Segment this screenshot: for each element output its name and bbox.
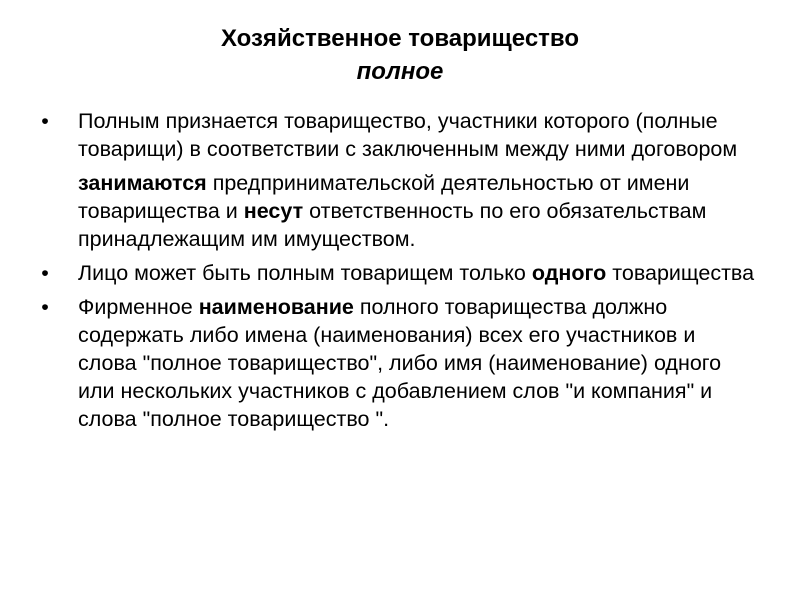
continuation-text-2: ответственность по его обязательствам принадлежащим им имуществом. <box>78 199 707 251</box>
bullet-marker: • <box>41 261 49 285</box>
bullet-2-text-b: товарищества <box>606 261 755 285</box>
bullet-item-1 <box>38 107 758 253</box>
bold-term-zanimayutsya: занимаются <box>78 171 207 195</box>
bold-term-naimenovanie: наименование <box>198 295 354 319</box>
bullet-1-continuation <box>78 169 758 253</box>
slide-title <box>0 22 800 88</box>
bullet-item-3 <box>38 293 758 433</box>
bold-term-odnogo: одного <box>531 261 607 285</box>
bold-term-nesut: несут <box>243 199 304 223</box>
title-line-1: Хозяйственное товарищество <box>220 25 580 52</box>
bullet-item-2 <box>38 259 758 287</box>
bullet-marker: • <box>41 109 49 133</box>
title-line-2: полное <box>356 58 444 85</box>
bullet-2-text-a: Лицо может быть полным товарищем только <box>78 261 532 285</box>
bullet-list <box>38 107 758 439</box>
continuation-text-1: предпринимательской деятельностью от имени товарищества и <box>78 171 690 223</box>
bullet-1-text: Полным признается товарищество, участники которого (полные товарищи) в соответствии с заключенным между ними договором <box>78 109 738 161</box>
bullet-3-text-a: Фирменное <box>78 295 199 319</box>
bullet-marker: • <box>41 295 49 319</box>
bullet-3-text-b: полного товарищества должно содержать либо имена (наименования) всех его участников и слова "полное товарищество", либо имя (наименование) одного или нескольких участников с добавлением слов "и компания" и слова "полное товарищество ". <box>78 295 722 431</box>
